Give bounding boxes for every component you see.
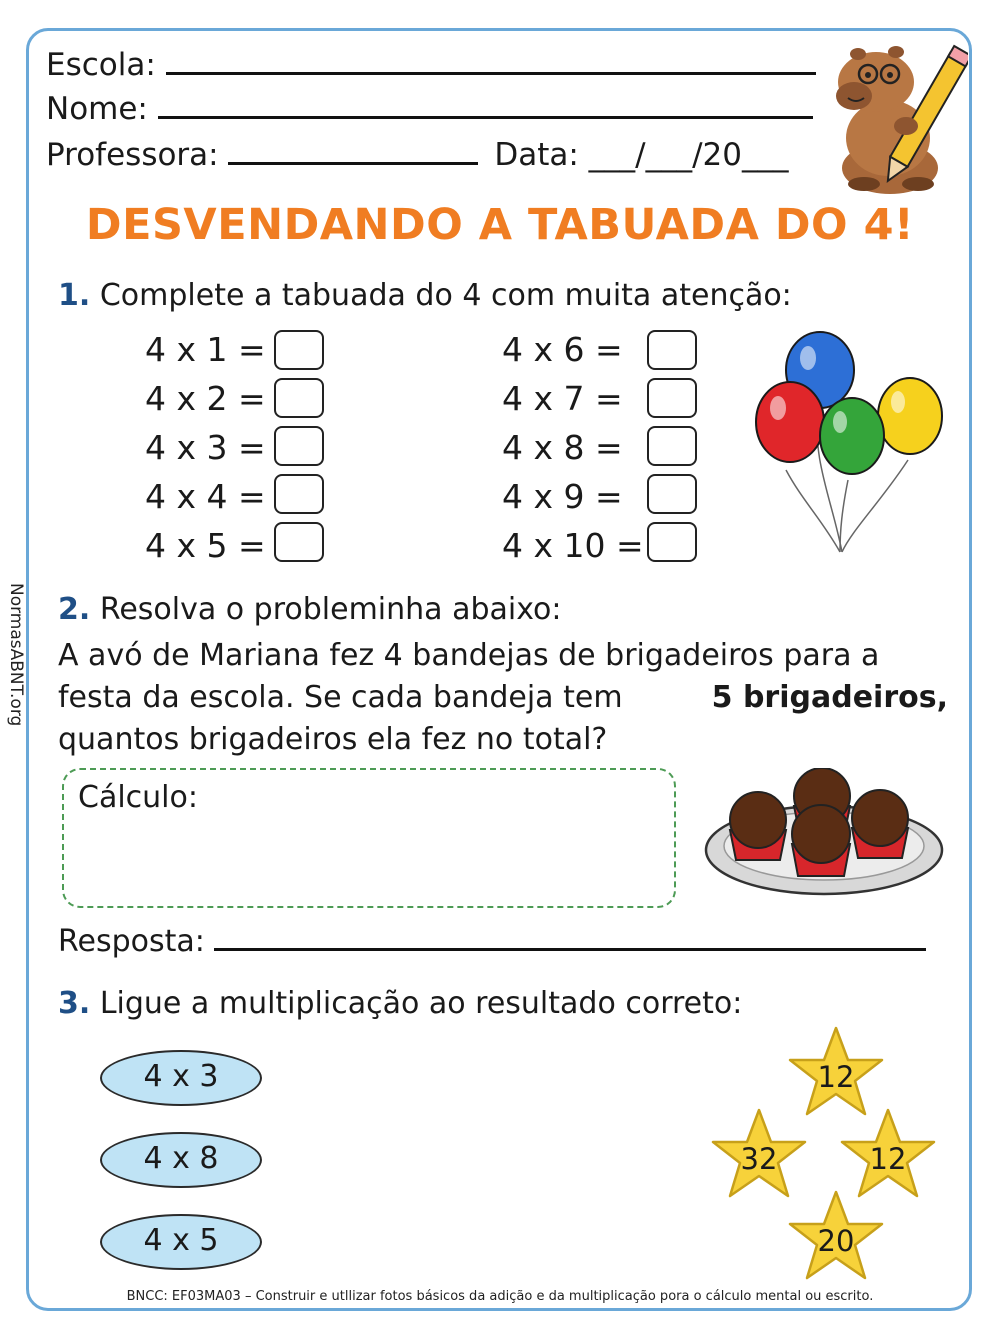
teacher-field[interactable] xyxy=(46,136,789,173)
answer-box[interactable] xyxy=(647,474,697,514)
mult-row: 4 x 5 = xyxy=(145,526,266,565)
multiplication-oval[interactable]: 4 x 8 xyxy=(100,1132,262,1188)
teacher-blank[interactable] xyxy=(228,136,478,165)
mult-row: 4 x 9 = xyxy=(502,477,623,516)
answer-box[interactable] xyxy=(647,330,697,370)
answer-box[interactable] xyxy=(647,378,697,418)
answer-box[interactable] xyxy=(274,522,324,562)
mult-row: 4 x 8 = xyxy=(502,428,623,467)
question-3-prompt xyxy=(58,986,742,1021)
star-value: 12 xyxy=(817,1060,855,1094)
problem-statement xyxy=(58,635,948,761)
star-value: 20 xyxy=(817,1224,855,1258)
problem-emphasis: 5 brigadeiros, xyxy=(711,680,948,715)
result-star[interactable] xyxy=(786,1188,886,1284)
star-value: 32 xyxy=(740,1142,778,1176)
calculation-box[interactable] xyxy=(62,768,676,908)
question-3-number: 3. xyxy=(58,986,91,1021)
question-2-prompt xyxy=(58,592,562,627)
school-label: Escola: xyxy=(46,47,156,83)
name-label: Nome: xyxy=(46,91,148,127)
problem-line-1: A avó de Mariana fez 4 bandejas de brigadeiros para a xyxy=(58,638,880,673)
calculation-label: Cálculo: xyxy=(78,780,198,815)
answer-box[interactable] xyxy=(274,330,324,370)
question-2-number: 2. xyxy=(58,592,91,627)
balloons-icon xyxy=(752,330,952,558)
mult-row: 4 x 2 = xyxy=(145,379,266,418)
multiplication-oval[interactable]: 4 x 5 xyxy=(100,1214,262,1270)
capybara-mascot-icon xyxy=(828,38,968,194)
answer-box[interactable] xyxy=(274,426,324,466)
answer-field[interactable] xyxy=(58,922,926,959)
brigadeiros-plate-icon xyxy=(700,768,948,898)
problem-line-3: quantos brigadeiros ela fez no total? xyxy=(58,722,608,757)
side-watermark: NormasABNT.org xyxy=(6,583,26,727)
star-value: 12 xyxy=(869,1142,907,1176)
bncc-footer: BNCC: EF03MA03 – Construir e utllizar fotos básicos da adição e da multiplicação pora o cálculo mental ou escrito. xyxy=(126,1289,874,1304)
answer-box[interactable] xyxy=(274,378,324,418)
question-1-text: Complete a tabuada do 4 com muita atenção: xyxy=(99,278,792,313)
mult-row: 4 x 6 = xyxy=(502,330,623,369)
answer-box[interactable] xyxy=(647,426,697,466)
date-label: Data: xyxy=(494,137,579,173)
name-field[interactable] xyxy=(46,90,813,127)
school-field[interactable] xyxy=(46,46,816,83)
question-3-text: Ligue a multiplicação ao resultado correto: xyxy=(99,986,743,1021)
mult-row: 4 x 10 = xyxy=(502,526,644,565)
answer-label: Resposta: xyxy=(58,924,205,959)
worksheet-title: DESVENDANDO A TABUADA DO 4! xyxy=(85,200,915,250)
answer-box[interactable] xyxy=(274,474,324,514)
question-2-text: Resolva o probleminha abaixo: xyxy=(99,592,562,627)
mult-row: 4 x 1 = xyxy=(145,330,266,369)
school-blank[interactable] xyxy=(166,46,816,75)
mult-row: 4 x 3 = xyxy=(145,428,266,467)
problem-line-2-text: festa da escola. Se cada bandeja tem xyxy=(58,680,623,715)
mult-row: 4 x 4 = xyxy=(145,477,266,516)
answer-box[interactable] xyxy=(647,522,697,562)
question-1-number: 1. xyxy=(58,278,91,313)
name-blank[interactable] xyxy=(158,90,813,119)
answer-blank[interactable] xyxy=(214,922,926,951)
mult-row: 4 x 7 = xyxy=(502,379,623,418)
date-blank[interactable]: ___/___/20___ xyxy=(588,137,789,173)
problem-line-2 xyxy=(58,677,948,719)
question-1-prompt xyxy=(58,278,792,313)
teacher-label: Professora: xyxy=(46,137,219,173)
multiplication-oval[interactable]: 4 x 3 xyxy=(100,1050,262,1106)
